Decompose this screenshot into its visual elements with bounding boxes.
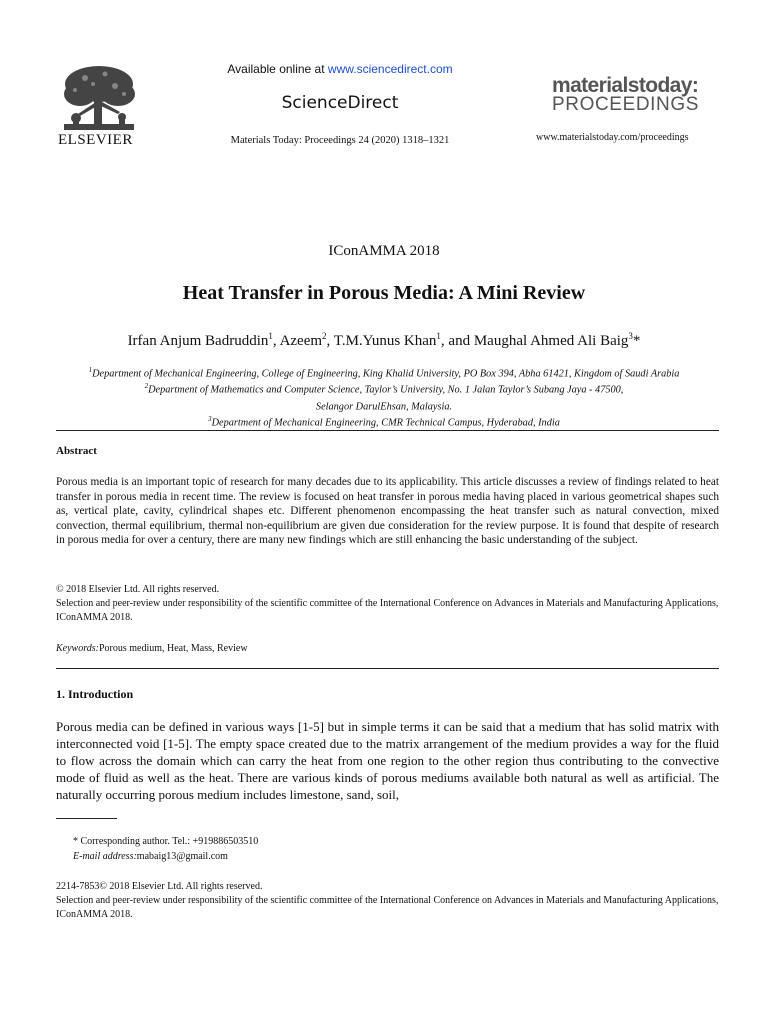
- sciencedirect-link[interactable]: www.sciencedirect.com: [327, 62, 453, 76]
- author-name: Azeem: [279, 333, 323, 349]
- corresponding-author: * Corresponding author. Tel.: +919886503510: [73, 836, 259, 847]
- materials-today-logo: [552, 76, 699, 114]
- author-list: [0, 331, 768, 350]
- author-separator: , and: [440, 333, 474, 349]
- issn-copyright: 2214-7853© 2018 Elsevier Ltd. All rights reserved.: [56, 881, 263, 892]
- journal-url[interactable]: www.materialstoday.com/proceedings: [536, 132, 689, 143]
- affiliations: [0, 364, 768, 430]
- intro-heading: 1. Introduction: [56, 687, 134, 701]
- affiliation-text: Selangor DarulEhsan, Malaysia.: [315, 401, 453, 413]
- affiliation-text: Department of Mechanical Engineering, College of Engineering, King Khalid University, PO Box 394, Abha 61421, Kingdom of Saudi Arabia: [92, 368, 680, 380]
- affiliation-sup: 1: [88, 366, 93, 374]
- affiliation: [0, 364, 768, 380]
- author-name: T.M.Yunus Khan: [333, 333, 437, 349]
- divider: [56, 668, 719, 669]
- mt-logo-line1: materialstoday:: [552, 74, 699, 97]
- email-label: E-mail address:: [73, 851, 137, 862]
- affiliation: [0, 380, 768, 396]
- footnote-rule: [56, 818, 117, 819]
- affiliation-sup: 3: [208, 415, 212, 424]
- author-affil-sup: 2: [322, 331, 327, 341]
- author-affil-sup: 1: [436, 331, 441, 341]
- author-affil-sup: 3: [628, 331, 633, 341]
- email-line: [73, 850, 713, 864]
- keywords: [56, 642, 719, 656]
- intro-text: Porous media can be defined in various ways [1-5] but in simple terms it can be said that a medium that has solid matrix with interconnected void [1-5]. The empty space created due to the matrix arrangement of the medium provides a way for the fluid to flow across the domain which can carry the heat from one region to the other region thus contributing to the convective mode of fluid as well as the heat. There are various kinds of porous mediums available both natural as well as artificial. The naturally occurring porous medium includes limestone, sand, soil,: [56, 719, 719, 802]
- journal-reference: Materials Today: Proceedings 24 (2020) 1318–1321: [230, 135, 450, 146]
- affiliation: [0, 397, 768, 413]
- divider: [56, 430, 719, 431]
- paper-title: Heat Transfer in Porous Media: A Mini Review: [182, 282, 586, 304]
- abstract-copyright: © 2018 Elsevier Ltd. All rights reserved.: [56, 584, 220, 595]
- author-name: Irfan Anjum Badruddin: [127, 333, 269, 349]
- keywords-label: Keywords:: [56, 643, 99, 654]
- author-separator: ,: [272, 333, 280, 349]
- keywords-text: Porous medium, Heat, Mass, Review: [98, 643, 248, 654]
- author-name: Maughal Ahmed Ali Baig: [473, 333, 629, 349]
- author-affil-sup: 1: [268, 331, 273, 341]
- affiliation-text: Department of Mathematics and Computer Science, Taylor’s University, No. 1 Jalan Taylor’s Subang Jaya - 47500,: [148, 384, 624, 396]
- affiliation: [0, 413, 768, 429]
- author-separator: ,: [326, 333, 334, 349]
- sciencedirect-title: ScienceDirect: [281, 93, 399, 113]
- abstract-selection: Selection and peer-review under responsibility of the scientific committee of the International Conference on Advances in Materials and Manufacturing Applications, IConAMMA 2018.: [56, 598, 719, 623]
- footer-selection: Selection and peer-review under responsibility of the scientific committee of the International Conference on Advances in Materials and Manufacturing Applications, IConAMMA 2018.: [56, 895, 719, 920]
- publisher-name: ELSEVIER: [58, 132, 133, 148]
- available-prefix: Available online at: [227, 62, 328, 76]
- affiliation-text: Department of Mechanical Engineering, CMR Technical Campus, Hyderabad, India: [211, 417, 560, 429]
- email-address[interactable]: mabaig13@gmail.com: [136, 851, 228, 862]
- abstract-text: Porous media is an important topic of research for many decades due to its applicability. This article discusses a review of findings related to heat transfer in porous media in recent time. The review is focused on heat transfer in porous media having placed in various geometrical shapes such as, vertical plate, cavity, cylindrical shapes etc. Different phenomenon encompassing the heat transfer such as natural convection, mixed convection, thermal equilibrium, thermal non-equilibrium are given due consideration for the review purpose. It is found that despite of research in porous media for over a century, there are many new findings which are still enhancing the basic understanding of the subject.: [56, 476, 719, 547]
- abstract-heading: Abstract: [56, 445, 97, 457]
- affiliation-sup: 2: [144, 382, 149, 391]
- conference-name: IConAMMA 2018: [328, 243, 440, 259]
- author-separator: *: [632, 333, 641, 349]
- mt-logo-line2: PROCEEDINGS: [552, 93, 700, 115]
